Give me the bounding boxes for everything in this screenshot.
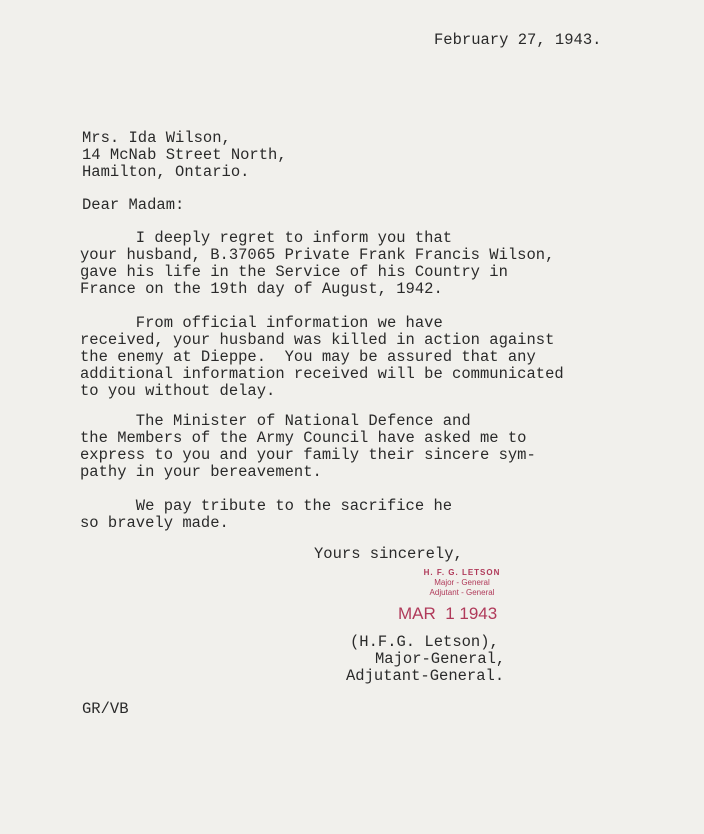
address-line: Hamilton, Ontario. — [82, 163, 250, 181]
stamp-name: H. F. G. LETSON — [423, 568, 501, 577]
stamp-title: Adjutant - General — [429, 588, 495, 597]
letter-date: February 27, 1943. — [434, 31, 602, 49]
body-line: France on the 19th day of August, 1942. — [80, 280, 443, 298]
body-line: The Minister of National Defence and — [80, 412, 471, 430]
date-stamp: MAR 1 1943 — [398, 604, 498, 623]
address-line: Mrs. Ida Wilson, — [82, 129, 231, 147]
typist-initials: GR/VB — [82, 700, 129, 718]
signature-line: Major-General, — [375, 650, 506, 668]
body-line: We pay tribute to the sacrifice he — [80, 497, 453, 515]
body-line: I deeply regret to inform you that — [80, 229, 453, 247]
body-line: additional information received will be communicated — [80, 365, 564, 383]
signature-stamp — [412, 568, 512, 598]
body-line: gave his life in the Service of his Country in — [80, 263, 508, 281]
stamp-rank: Major - General — [434, 578, 490, 587]
salutation: Dear Madam: — [82, 196, 185, 214]
body-line: pathy in your bereavement. — [80, 463, 322, 481]
body-line: to you without delay. — [80, 382, 276, 400]
closing: Yours sincerely, — [314, 545, 463, 563]
signature-line: Adjutant-General. — [346, 667, 505, 685]
body-line: the enemy at Dieppe. You may be assured that any — [80, 348, 536, 366]
address-line: 14 McNab Street North, — [82, 146, 287, 164]
body-line: the Members of the Army Council have asked me to — [80, 429, 527, 447]
body-line: express to you and your family their sincere sym- — [80, 446, 536, 464]
body-line: From official information we have — [80, 314, 443, 332]
body-line: received, your husband was killed in action against — [80, 331, 555, 349]
body-line: so bravely made. — [80, 514, 229, 532]
body-line: your husband, B.37065 Private Frank Francis Wilson, — [80, 246, 555, 264]
signature-line: (H.F.G. Letson), — [350, 633, 499, 651]
